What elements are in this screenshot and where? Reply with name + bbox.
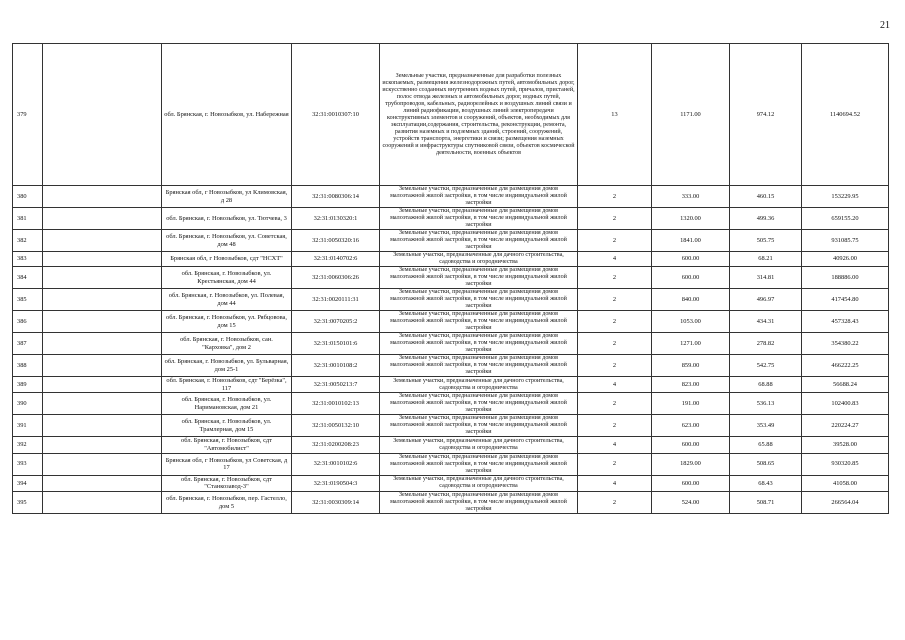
specific-value-cell: 68.21 [730,252,802,267]
address-cell: Брянская обл, г Новозыбков, ул Советская, д 17 [162,453,292,475]
group-number-cell: 13 [578,44,652,186]
area-cell: 1171.00 [652,44,730,186]
blank-cell [43,393,162,415]
blank-cell [43,453,162,475]
row-number: 381 [13,208,43,230]
land-use-cell: Земельные участки, предназначенные для размещения домов малоэтажной жилой застройки, в том числе индивидуальной жилой застройки [380,393,578,415]
row-number: 392 [13,437,43,453]
land-use-cell: Земельные участки, предназначенные для размещения домов малоэтажной жилой застройки, в том числе индивидуальной жилой застройки [380,289,578,311]
blank-cell [43,333,162,355]
land-use-cell: Земельные участки, предназначенные для дачного строительства, садоводства и огородничества [380,252,578,267]
row-number: 394 [13,475,43,491]
cadastral-number-cell: 32:31:0010108:2 [292,355,380,377]
row-number: 383 [13,252,43,267]
address-cell: обл. Брянская, г. Новозыбков, ул. Бульварная, дом 25-1 [162,355,292,377]
group-number-cell: 4 [578,377,652,393]
area-cell: 1320.00 [652,208,730,230]
blank-cell [43,267,162,289]
area-cell: 600.00 [652,437,730,453]
cadastral-number-cell: 32:31:0050132:10 [292,415,380,437]
row-number: 391 [13,415,43,437]
row-number: 395 [13,492,43,514]
address-cell: обл. Брянская, г. Новозыбков, ул. Рябцовова, дом 15 [162,311,292,333]
address-cell: Брянская обл, г Новозыбков, ул Климовская, д 28 [162,186,292,208]
cadastral-number-cell: 32:31:0130320:1 [292,208,380,230]
specific-value-cell: 536.13 [730,393,802,415]
table-row [13,355,889,377]
specific-value-cell: 68.43 [730,475,802,491]
address-cell: обл. Брянская, г. Новозыбков, ул. Крестьянская, дом 44 [162,267,292,289]
specific-value-cell: 68.88 [730,377,802,393]
cadastral-number-cell: 32:31:0010307:10 [292,44,380,186]
specific-value-cell: 496.97 [730,289,802,311]
specific-value-cell: 434.31 [730,311,802,333]
cadastral-number-cell: 32:31:0140702:6 [292,252,380,267]
specific-value-cell: 505.75 [730,230,802,252]
group-number-cell: 2 [578,453,652,475]
blank-cell [43,44,162,186]
blank-cell [43,355,162,377]
specific-value-cell: 508.71 [730,492,802,514]
land-use-cell: Земельные участки, предназначенные для разработки полезных ископаемых, размещения железнодорожных путей, автомобильных дорог, искусственно созданных внутренних водных путей, причалов, пристаней, полос отвода железных и автомобильных дорог, водных путей, трубопроводов, кабельных, радиорелейных и воздушных линий связи и линий радиофикации, воздушных линий электропередачи конструктивных элементов и сооружений, объектов, необходимых для эксплуатации,содержания, строительства, реконструкции, ремонта, развития наземных и подземных зданий, строений, сооружений, устройств транспорта, энергетики и связи; размещения наземных сооружений и инфраструктуры спутниковой связи, объектов космической деятельности, военных объектов [380,44,578,186]
cadastral-number-cell: 32:31:0030309:14 [292,492,380,514]
blank-cell [43,311,162,333]
specific-value-cell: 65.88 [730,437,802,453]
address-cell: обл. Брянская, г. Новозыбков, ул. Полевая, дом 44 [162,289,292,311]
address-cell: обл. Брянская, г. Новозыбков, ул. Советская, дом 48 [162,230,292,252]
cadastral-value-cell: 40926.00 [802,252,889,267]
area-cell: 600.00 [652,475,730,491]
group-number-cell: 4 [578,252,652,267]
area-cell: 524.00 [652,492,730,514]
row-number: 393 [13,453,43,475]
row-number: 390 [13,393,43,415]
cadastral-number-cell: 32:31:0020111:31 [292,289,380,311]
table-row [13,333,889,355]
blank-cell [43,415,162,437]
group-number-cell: 2 [578,289,652,311]
cadastral-value-cell: 39528.00 [802,437,889,453]
address-cell: обл. Брянская, г. Новозыбков, сдт "Станкозавод-3" [162,475,292,491]
land-use-cell: Земельные участки, предназначенные для размещения домов малоэтажной жилой застройки, в том числе индивидуальной жилой застройки [380,415,578,437]
table-row [13,475,889,491]
group-number-cell: 2 [578,230,652,252]
row-number: 386 [13,311,43,333]
area-cell: 1829.00 [652,453,730,475]
address-cell: обл. Брянская, г. Новозыбков, ул. Набережная [162,44,292,186]
table-row [13,492,889,514]
land-use-cell: Земельные участки, предназначенные для размещения домов малоэтажной жилой застройки, в том числе индивидуальной жилой застройки [380,453,578,475]
area-cell: 840.00 [652,289,730,311]
group-number-cell: 4 [578,437,652,453]
address-cell: обл. Брянская, г. Новозыбков, сан. "Карховка", дом 2 [162,333,292,355]
area-cell: 1053.00 [652,311,730,333]
land-plots-table [12,43,889,514]
group-number-cell: 2 [578,415,652,437]
land-use-cell: Земельные участки, предназначенные для дачного строительства, садоводства и огородничества [380,377,578,393]
address-cell: обл. Брянская, г. Новозыбков, пер. Гастелло, дом 5 [162,492,292,514]
land-use-cell: Земельные участки, предназначенные для размещения домов малоэтажной жилой застройки, в том числе индивидуальной жилой застройки [380,311,578,333]
specific-value-cell: 353.49 [730,415,802,437]
group-number-cell: 4 [578,475,652,491]
land-use-cell: Земельные участки, предназначенные для размещения домов малоэтажной жилой застройки, в том числе индивидуальной жилой застройки [380,230,578,252]
address-cell: обл. Брянская, г. Новозыбков, сдт "Берёзка", 117 [162,377,292,393]
cadastral-number-cell: 32:31:0050320:16 [292,230,380,252]
area-cell: 600.00 [652,267,730,289]
table-row [13,289,889,311]
cadastral-number-cell: 32:31:0010102:6 [292,453,380,475]
cadastral-number-cell: 32:31:0190504:3 [292,475,380,491]
land-use-cell: Земельные участки, предназначенные для размещения домов малоэтажной жилой застройки, в том числе индивидуальной жилой застройки [380,492,578,514]
land-use-cell: Земельные участки, предназначенные для размещения домов малоэтажной жилой застройки, в том числе индивидуальной жилой застройки [380,333,578,355]
table-row [13,252,889,267]
blank-cell [43,492,162,514]
area-cell: 1271.00 [652,333,730,355]
blank-cell [43,377,162,393]
specific-value-cell: 508.65 [730,453,802,475]
address-cell: обл. Брянская, г. Новозыбков, сдт "Автомобилист" [162,437,292,453]
group-number-cell: 2 [578,393,652,415]
land-use-cell: Земельные участки, предназначенные для размещения домов малоэтажной жилой застройки, в том числе индивидуальной жилой застройки [380,208,578,230]
cadastral-value-cell: 354380.22 [802,333,889,355]
area-cell: 600.00 [652,252,730,267]
group-number-cell: 2 [578,333,652,355]
cadastral-number-cell: 32:31:0010102:13 [292,393,380,415]
group-number-cell: 2 [578,267,652,289]
group-number-cell: 2 [578,311,652,333]
cadastral-value-cell: 41058.00 [802,475,889,491]
row-number: 382 [13,230,43,252]
land-use-cell: Земельные участки, предназначенные для размещения домов малоэтажной жилой застройки, в том числе индивидуальной жилой застройки [380,355,578,377]
cadastral-value-cell: 102400.83 [802,393,889,415]
cadastral-value-cell: 466222.25 [802,355,889,377]
blank-cell [43,475,162,491]
cadastral-value-cell: 457328.43 [802,311,889,333]
specific-value-cell: 278.82 [730,333,802,355]
blank-cell [43,208,162,230]
cadastral-number-cell: 32:31:0070205:2 [292,311,380,333]
group-number-cell: 2 [578,208,652,230]
cadastral-value-cell: 417454.80 [802,289,889,311]
cadastral-value-cell: 930320.85 [802,453,889,475]
cadastral-value-cell: 188886.00 [802,267,889,289]
cadastral-number-cell: 32:31:0080306:14 [292,186,380,208]
cadastral-value-cell: 220224.27 [802,415,889,437]
row-number: 388 [13,355,43,377]
group-number-cell: 2 [578,492,652,514]
blank-cell [43,289,162,311]
land-use-cell: Земельные участки, предназначенные для размещения домов малоэтажной жилой застройки, в том числе индивидуальной жилой застройки [380,186,578,208]
specific-value-cell: 314.81 [730,267,802,289]
specific-value-cell: 542.75 [730,355,802,377]
cadastral-value-cell: 659155.20 [802,208,889,230]
address-cell: Брянская обл, г Новозыбков, сдт "НСХТ" [162,252,292,267]
table-row [13,208,889,230]
blank-cell [43,230,162,252]
cadastral-value-cell: 266564.04 [802,492,889,514]
group-number-cell: 2 [578,355,652,377]
cadastral-value-cell: 931085.75 [802,230,889,252]
table-row [13,311,889,333]
specific-value-cell: 974.12 [730,44,802,186]
area-cell: 823.00 [652,377,730,393]
cadastral-value-cell: 153229.95 [802,186,889,208]
address-cell: обл. Брянская, г. Новозыбков, ул. Трамлерная, дом 15 [162,415,292,437]
cadastral-value-cell: 56688.24 [802,377,889,393]
table-row [13,267,889,289]
page-number: 21 [880,20,890,31]
specific-value-cell: 499.36 [730,208,802,230]
area-cell: 859.00 [652,355,730,377]
table-row [13,186,889,208]
address-cell: обл. Брянская, г. Новозыбков, ул. Наримановская, дом 21 [162,393,292,415]
land-use-cell: Земельные участки, предназначенные для дачного строительства, садоводства и огородничества [380,475,578,491]
area-cell: 191.00 [652,393,730,415]
group-number-cell: 2 [578,186,652,208]
table-row [13,44,889,186]
table-row [13,377,889,393]
row-number: 387 [13,333,43,355]
cadastral-number-cell: 32:31:0150101:6 [292,333,380,355]
specific-value-cell: 460.15 [730,186,802,208]
table-row [13,415,889,437]
row-number: 385 [13,289,43,311]
table-row [13,230,889,252]
table-row [13,393,889,415]
area-cell: 333.00 [652,186,730,208]
blank-cell [43,186,162,208]
table-row [13,453,889,475]
cadastral-number-cell: 32:31:0060306:26 [292,267,380,289]
blank-cell [43,252,162,267]
land-use-cell: Земельные участки, предназначенные для размещения домов малоэтажной жилой застройки, в том числе индивидуальной жилой застройки [380,267,578,289]
cadastral-number-cell: 32:31:0200208:23 [292,437,380,453]
cadastral-value-cell: 1140694.52 [802,44,889,186]
address-cell: обл. Брянская, г. Новозыбков, ул. Тютчева, 3 [162,208,292,230]
land-use-cell: Земельные участки, предназначенные для дачного строительства, садоводства и огородничества [380,437,578,453]
row-number: 389 [13,377,43,393]
row-number: 380 [13,186,43,208]
area-cell: 623.00 [652,415,730,437]
table-row [13,437,889,453]
row-number: 379 [13,44,43,186]
blank-cell [43,437,162,453]
area-cell: 1841.00 [652,230,730,252]
row-number: 384 [13,267,43,289]
cadastral-number-cell: 32:31:0050213:7 [292,377,380,393]
